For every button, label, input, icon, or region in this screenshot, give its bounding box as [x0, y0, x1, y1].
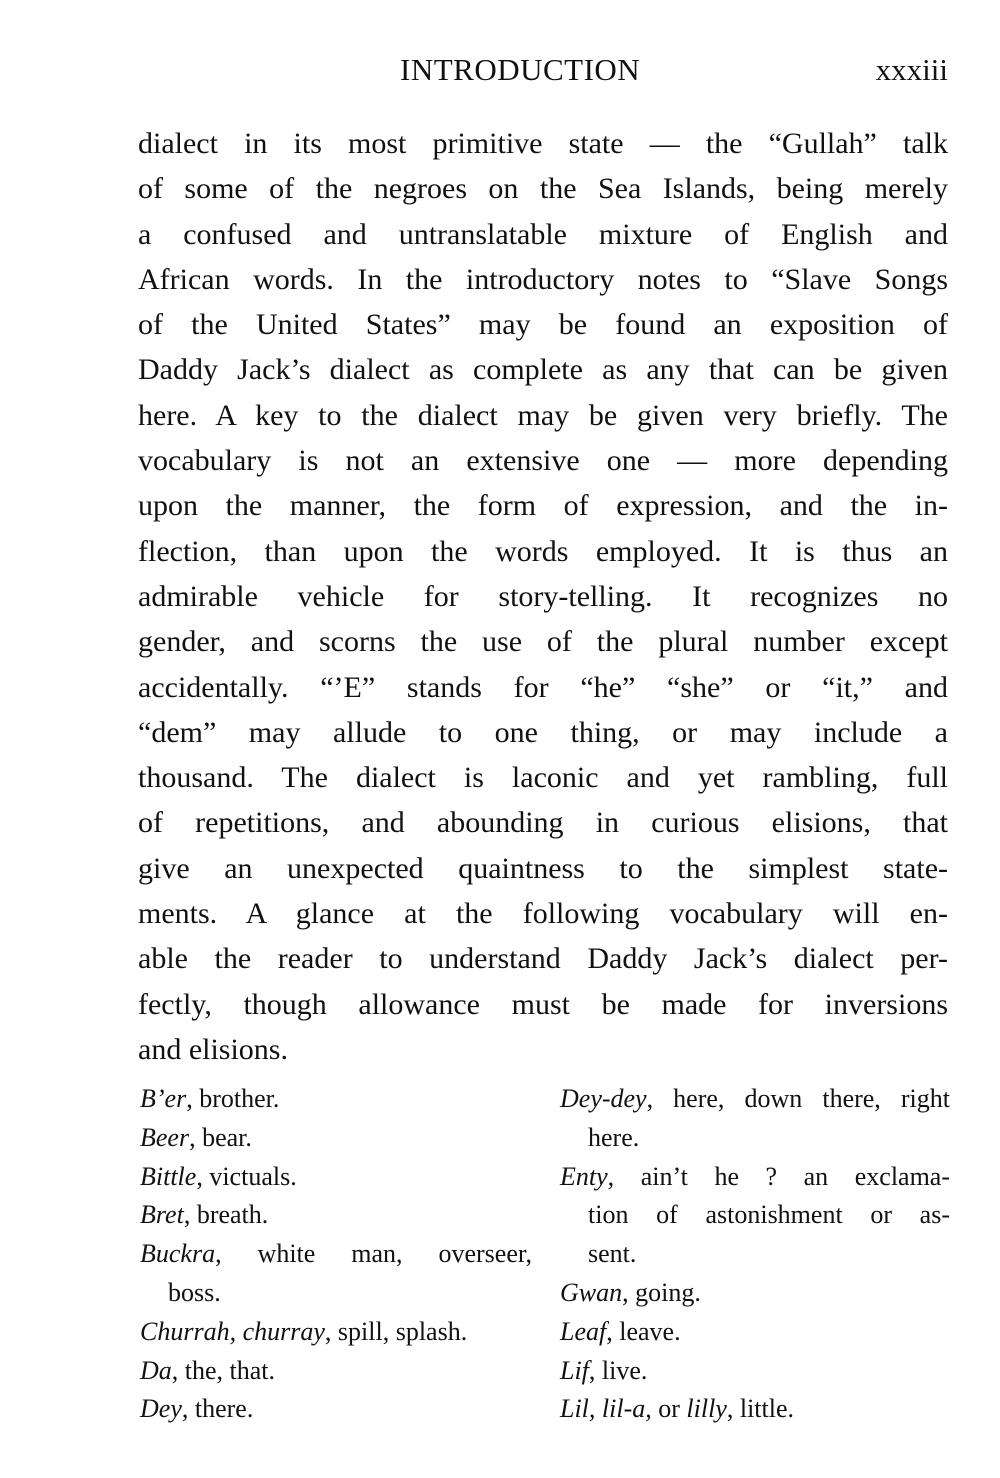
- text-line: accidentally. “’E” stands for “he” “she” or “it,” and: [138, 670, 948, 704]
- vocab-entry: [560, 1158, 950, 1197]
- definition: , going.: [622, 1277, 701, 1307]
- text-line: of the United States” may be found an exposition of: [138, 308, 948, 342]
- text-line: give an unexpected quaintness to the simplest state-: [138, 851, 948, 885]
- headword: Leaf: [560, 1316, 607, 1346]
- vocab-entry: [140, 1196, 532, 1235]
- text-line: of repetitions, and abounding in curious elisions, that: [138, 806, 948, 840]
- headword: Churrah, churray: [140, 1316, 325, 1346]
- text-line: ments. A glance at the following vocabulary will en-: [138, 897, 948, 931]
- headword: B’er: [140, 1084, 187, 1113]
- text-line: vocabulary is not an extensive one — more depending: [138, 444, 948, 478]
- vocab-entry-continuation: here.: [588, 1122, 640, 1152]
- vocab-entry: [560, 1313, 950, 1352]
- definition: , there.: [181, 1394, 254, 1424]
- text-line: Daddy Jack’s dialect as complete as any that can be given: [138, 353, 948, 387]
- definition-connector: or: [651, 1394, 687, 1424]
- text-line: flection, than upon the words employed. It is thus an: [138, 534, 948, 568]
- definition: , bear.: [189, 1122, 252, 1152]
- vocab-entry: [560, 1390, 950, 1429]
- vocab-entry: [140, 1313, 532, 1352]
- vocab-entry: [140, 1235, 532, 1274]
- definition: , here, down there, right: [646, 1084, 950, 1113]
- text-line: and elisions.: [138, 1032, 288, 1066]
- definition: , white man, overseer,: [215, 1239, 532, 1269]
- text-line: fectly, though allowance must be made for inversions: [138, 987, 948, 1021]
- text-line: here. A key to the dialect may be given very briefly. The: [138, 398, 948, 432]
- definition: , leave.: [606, 1316, 681, 1346]
- definition: , live.: [588, 1355, 648, 1385]
- headword: Beer: [140, 1122, 190, 1152]
- vocab-entry-continuation: tion of astonishment or as-: [588, 1200, 950, 1230]
- definition: , victuals.: [196, 1161, 297, 1191]
- headword: Enty: [560, 1161, 608, 1191]
- vocab-entry: [140, 1352, 532, 1391]
- vocab-entry: [560, 1274, 950, 1313]
- vocab-entry: [560, 1080, 950, 1119]
- vocabulary-column-left: [140, 1080, 532, 1429]
- vocab-entry: [140, 1158, 532, 1197]
- headword: Dey-dey: [560, 1084, 647, 1113]
- headword: Bret: [140, 1200, 184, 1230]
- headword: Dey: [140, 1394, 182, 1424]
- vocab-entry: [140, 1119, 532, 1158]
- text-line: thousand. The dialect is laconic and yet rambling, full: [138, 761, 948, 795]
- text-line: of some of the negroes on the Sea Islands, being merely: [138, 172, 948, 206]
- text-line: admirable vehicle for story-telling. It recognizes no: [138, 579, 948, 613]
- headword: Buckra: [140, 1239, 216, 1269]
- text-line: gender, and scorns the use of the plural number except: [138, 625, 948, 659]
- text-line: African words. In the introductory notes to “Slave Songs: [138, 262, 948, 296]
- definition: , ain’t he ? an exclama-: [607, 1161, 950, 1191]
- text-line: dialect in its most primitive state — the “Gullah” talk: [138, 127, 948, 160]
- headword: Bittle: [140, 1161, 197, 1191]
- definition: , the, that.: [171, 1355, 276, 1385]
- text-line: “dem” may allude to one thing, or may include a: [138, 715, 948, 749]
- definition: , brother.: [186, 1084, 280, 1113]
- vocab-entry: [560, 1352, 950, 1391]
- definition: , spill, splash.: [324, 1316, 468, 1346]
- headword: Lil, lil-a,: [560, 1394, 652, 1424]
- vocabulary-column-right: [560, 1080, 950, 1429]
- vocab-entry-continuation: sent.: [588, 1239, 637, 1269]
- headword: Gwan: [560, 1277, 623, 1307]
- vocab-entry: [140, 1080, 532, 1119]
- text-line: a confused and untranslatable mixture of English and: [138, 217, 948, 251]
- vocab-entry: [140, 1390, 532, 1429]
- text-line: upon the manner, the form of expression, and the in-: [138, 489, 948, 523]
- headword: Lif: [560, 1355, 589, 1385]
- running-title: INTRODUCTION: [400, 52, 641, 87]
- headword: lilly: [686, 1394, 727, 1424]
- page-number: xxxiii: [875, 52, 948, 87]
- definition: , little.: [726, 1394, 795, 1424]
- definition: , breath.: [183, 1200, 269, 1230]
- vocab-entry-continuation: boss.: [168, 1277, 221, 1307]
- headword: Da: [140, 1355, 172, 1385]
- body-paragraph: [138, 121, 948, 1072]
- text-line: able the reader to understand Daddy Jack’s dialect per-: [138, 942, 948, 976]
